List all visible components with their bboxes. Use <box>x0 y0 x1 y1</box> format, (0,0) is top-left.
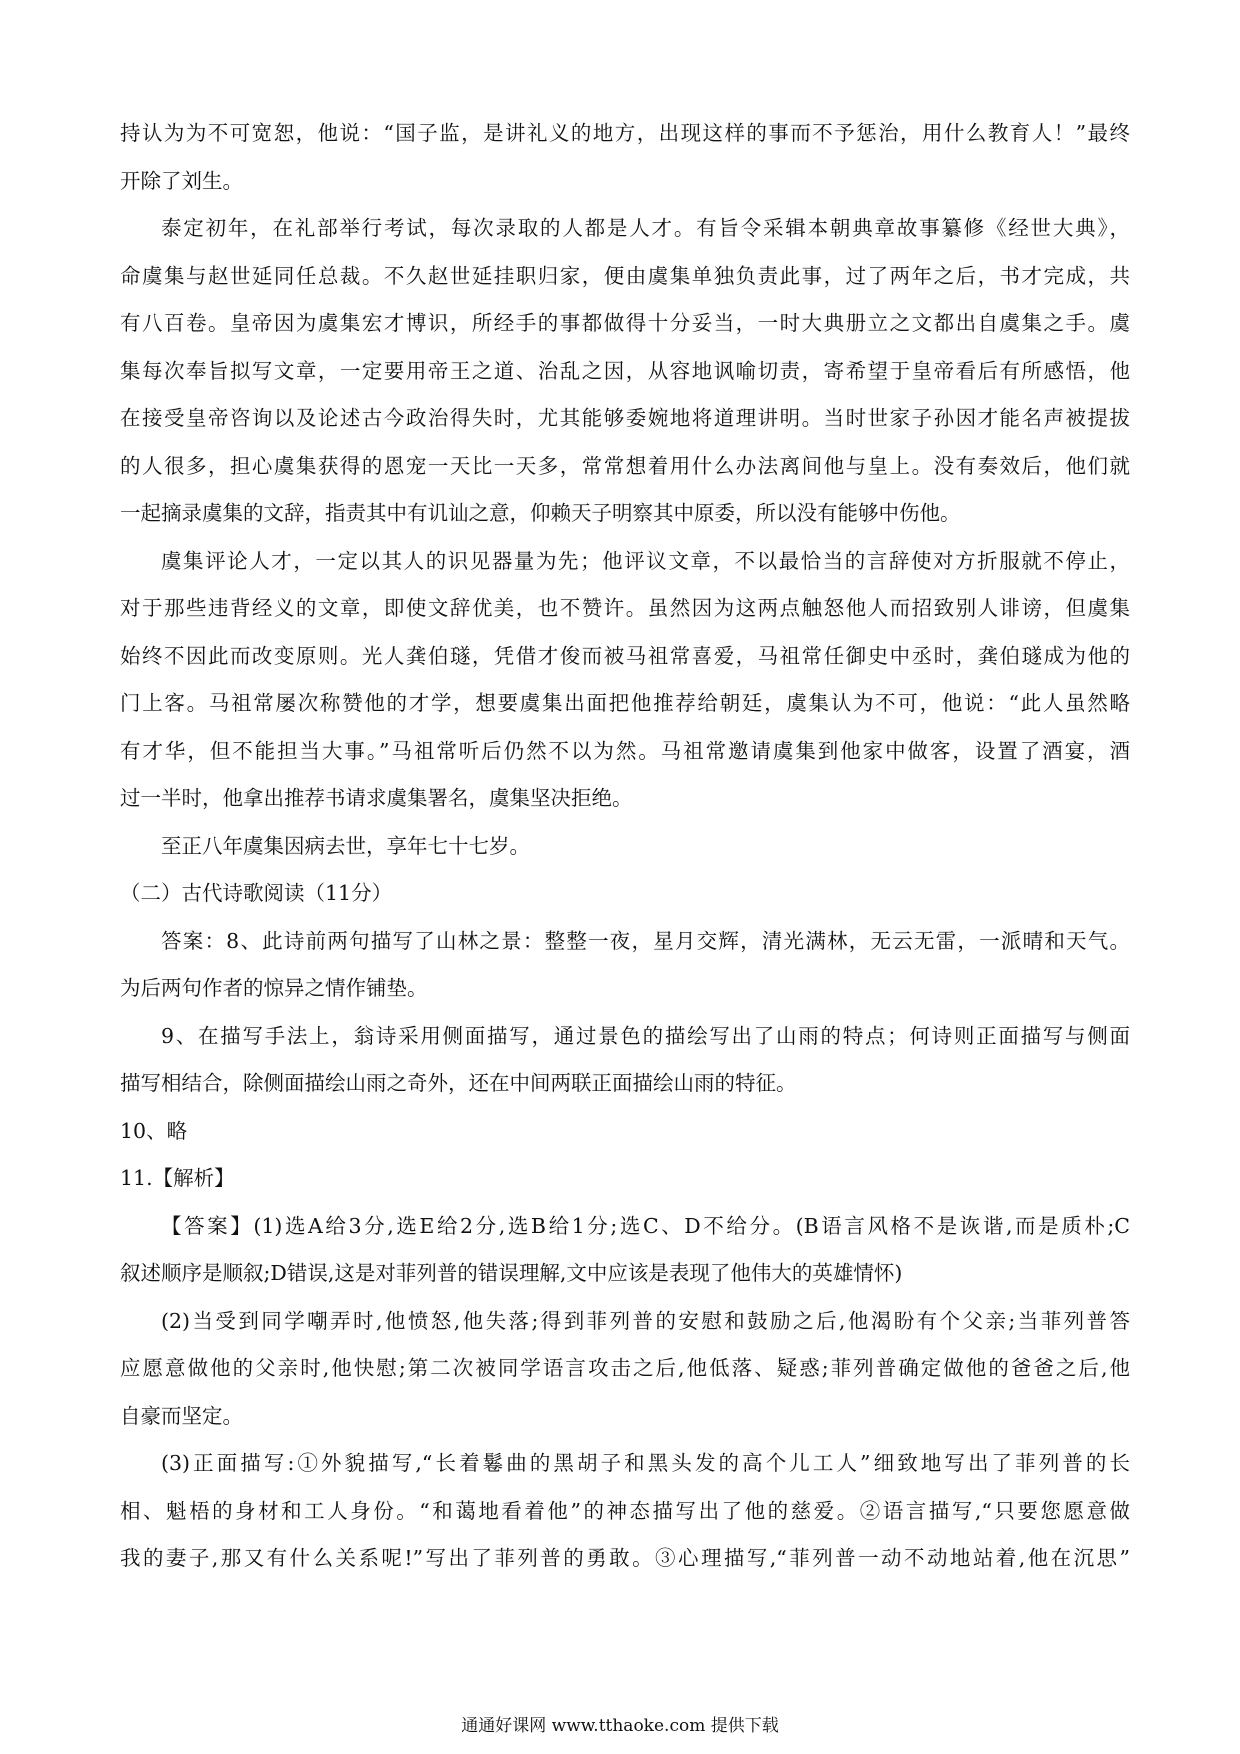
text-line: 门上客。马祖常屡次称赞他的才学，想要虞集出面把他推荐给朝廷，虞集认为不可，他说：“此人虽然略 <box>120 691 1130 715</box>
page-footer: 通通好课网 www.tthaoke.com 提供下载 <box>461 1716 779 1736</box>
text-line: 的人很多，担心虞集获得的恩宠一天比一天多，常常想着用什么办法离间他与皇上。没有奏效后，他们就 <box>120 453 1130 478</box>
text-line: 答案：8、此诗前两句描写了山林之景：整整一夜，星月交辉，清光满林，无云无雷，一派晴和天气。 <box>161 928 1130 953</box>
document-body <box>120 110 1130 1583</box>
text-line: 开除了刘生。 <box>120 168 243 193</box>
text-line: 相、魁梧的身材和工人身份。“和蔼地看着他”的神态描写出了他的慈爱。②语言描写,“只要您愿意做 <box>120 1498 1130 1523</box>
text-line: 叙述顺序是顺叙;D错误,这是对菲列普的错误理解,文中应该是表现了他伟大的英雄情怀) <box>120 1261 903 1285</box>
text-line: 有八百卷。皇帝因为虞集宏才博识，所经手的事都做得十分妥当，一时大典册立之文都出自虞集之手。虞 <box>120 311 1130 335</box>
text-line: 至正八年虞集因病去世，享年七十七岁。 <box>161 833 530 858</box>
text-line: 9、在描写手法上，翁诗采用侧面描写，通过景色的描绘写出了山雨的特点；何诗则正面描写与侧面 <box>161 1023 1130 1048</box>
text-line: 过一半时，他拿出推荐书请求虞集署名，虞集坚决拒绝。 <box>120 786 633 810</box>
text-line: 在接受皇帝咨询以及论述古今政治得失时，尤其能够委婉地将道理讲明。当时世家子孙因才能名声被提拔 <box>120 406 1130 430</box>
text-line: (3)正面描写:①外貌描写,“长着鬈曲的黑胡子和黑头发的高个儿工人”细致地写出了菲列普的长 <box>161 1451 1130 1475</box>
text-line: 应愿意做他的父亲时,他快慰;第二次被同学语言攻击之后,他低落、疑惑;菲列普确定做他的爸爸之后,他 <box>120 1356 1130 1380</box>
text-line: 虞集评论人才，一定以其人的识见器量为先；他评议文章，不以最恰当的言辞使对方折服就不停止， <box>161 548 1130 573</box>
text-line: 持认为为不可宽恕，他说：“国子监，是讲礼义的地方，出现这样的事而不予惩治，用什么教育人！”最终 <box>120 121 1130 145</box>
text-line: 我的妻子,那又有什么关系呢!”写出了菲列普的勇敢。③心理描写,“菲列普一动不动地站着,他在沉思” <box>120 1546 1130 1570</box>
text-line: 对于那些违背经义的文章，即使文辞优美，也不赞许。虽然因为这两点触怒他人而招致别人诽谤，但虞集 <box>120 596 1130 620</box>
text-line: 集每次奉旨拟写文章，一定要用帝王之道、治乱之因，从容地讽喻切责，寄希望于皇帝看后有所感悟，他 <box>120 358 1130 383</box>
text-line: 始终不因此而改变原则。光人龚伯璲，凭借才俊而被马祖常喜爱，马祖常任御史中丞时，龚伯璲成为他的 <box>120 643 1130 668</box>
text-line: 泰定初年，在礼部举行考试，每次录取的人都是人才。有旨令采辑本朝典章故事纂修《经世大典》， <box>161 216 1130 240</box>
text-line: 为后两句作者的惊异之情作铺垫。 <box>120 976 428 1000</box>
text-line: 10、略 <box>120 1118 188 1143</box>
text-line: 11.【解析】 <box>120 1166 235 1190</box>
text-line: 自豪而坚定。 <box>120 1403 243 1428</box>
text-line: 一起摘录虞集的文辞，指责其中有讥讪之意，仰赖天子明察其中原委，所以没有能够中伤他。 <box>120 501 961 525</box>
text-line: (2)当受到同学嘲弄时,他愤怒,他失落;得到菲列普的安慰和鼓励之后,他渴盼有个父亲;当菲列普答 <box>161 1308 1130 1333</box>
text-line: 描写相结合，除侧面描绘山雨之奇外，还在中间两联正面描绘山雨的特征。 <box>120 1071 797 1095</box>
text-line: 有才华，但不能担当大事。”马祖常听后仍然不以为然。马祖常邀请虞集到他家中做客，设置了酒宴，酒 <box>120 738 1130 763</box>
text-line: 命虞集与赵世延同任总裁。不久赵世延挂职归家，便由虞集单独负责此事，过了两年之后，书才完成，共 <box>120 263 1130 288</box>
text-line: 【答案】(1)选A给3分,选E给2分,选B给1分;选C、D不给分。(B语言风格不是诙谐,而是质朴;C <box>161 1213 1130 1238</box>
text-line: （二）古代诗歌阅读（11分） <box>120 881 393 905</box>
